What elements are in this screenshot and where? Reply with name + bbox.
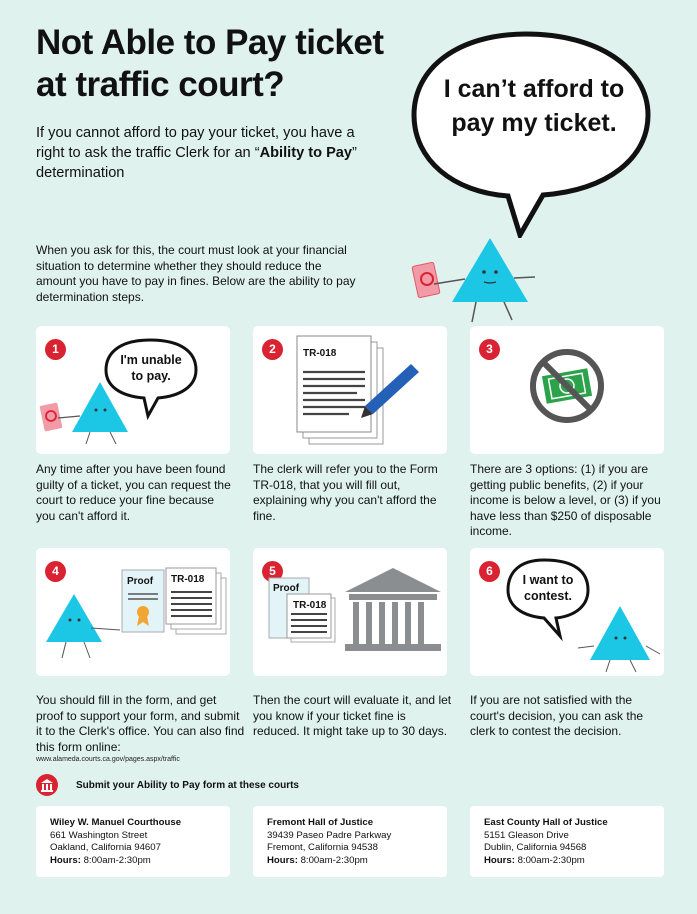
hours-value: 8:00am-2:30pm	[300, 854, 368, 866]
form-label: TR-018	[293, 600, 327, 611]
step-5-card	[253, 548, 447, 676]
proof-label: Proof	[273, 583, 300, 594]
step-2-number: 2	[262, 339, 283, 360]
step-5-number: 5	[262, 561, 283, 582]
hours-label: Hours:	[50, 854, 81, 866]
intro-part-1: If you cannot afford to pay your ticket, you have a right to ask the traffic Clerk for an “	[36, 125, 355, 161]
intro-part-2: ” determination	[36, 145, 357, 181]
court-name: East County Hall of Justice	[484, 817, 608, 828]
step-4-card	[36, 548, 230, 676]
court-hours	[267, 855, 447, 868]
step-1-card	[36, 326, 230, 454]
hours-label: Hours:	[267, 854, 298, 866]
step-1-bubble-line-2: to pay.	[131, 369, 171, 383]
court-card-dublin	[470, 806, 664, 877]
court-card-oakland	[36, 806, 230, 877]
step-3-text: There are 3 options: (1) if you are getting public benefits, (2) if your income is below a level, or (3) if you have less than $250 of disposable income.	[470, 462, 661, 539]
page-title	[36, 22, 416, 106]
step-4-number: 4	[45, 561, 66, 582]
title-line-1: Not Able to Pay ticket	[36, 23, 384, 62]
form-url-link[interactable]: www.alameda.courts.ca.gov/pages.aspx/traffic	[36, 756, 180, 763]
speech-line-2: pay my ticket.	[451, 109, 617, 137]
step-1-number: 1	[45, 339, 66, 360]
step-3-card	[470, 326, 664, 454]
step-6-bubble-line-1: I want to	[522, 573, 574, 587]
courthouse-icon	[345, 568, 441, 651]
step-1-text: Any time after you have been found guilty of a ticket, you can request the court to reduce your fine because you can't afford it.	[36, 462, 231, 523]
explanation-text: When you ask for this, the court must look at your financial situation to determine whether they should reduce the amount you have to pay in fines. Below are the ability to pay determination steps.	[36, 243, 356, 304]
court-city: Dublin, California 94568	[484, 842, 587, 853]
hours-value: 8:00am-2:30pm	[517, 854, 585, 866]
step-6-number: 6	[479, 561, 500, 582]
proof-label: Proof	[127, 576, 154, 587]
court-hours	[50, 855, 230, 868]
step-5-illustration	[253, 548, 447, 676]
court-hours	[484, 855, 664, 868]
step-6-card	[470, 548, 664, 676]
step-6-bubble-text	[510, 572, 586, 604]
speech-line-1: I can’t afford to	[443, 75, 625, 103]
step-6-text: If you are not satisfied with the court's decision, you can ask the clerk to contest the decision.	[470, 693, 644, 739]
court-street: 39439 Paseo Padre Parkway	[267, 829, 392, 841]
money-bill-icon	[39, 402, 62, 431]
submit-heading: Submit your Ability to Pay form at these courts	[76, 780, 299, 791]
hours-value: 8:00am-2:30pm	[83, 854, 151, 866]
money-bill-icon	[412, 262, 440, 298]
court-card-fremont	[253, 806, 447, 877]
step-3-number: 3	[479, 339, 500, 360]
intro-text	[36, 123, 376, 183]
no-money-icon	[470, 326, 664, 454]
intro-bold: Ability to Pay	[259, 145, 353, 161]
speech-bubble-text	[422, 72, 646, 140]
form-label: TR-018	[303, 348, 337, 359]
title-line-2: at traffic court?	[36, 65, 285, 104]
step-1-bubble-line-1: I'm unable	[120, 353, 182, 367]
step-1-illustration	[36, 326, 230, 454]
step-5-text: Then the court will evaluate it, and let you know if your ticket fine is reduced. It might take up to 30 days.	[253, 693, 452, 739]
court-name: Wiley W. Manuel Courthouse	[50, 817, 182, 828]
form-label: TR-018	[171, 574, 205, 585]
form-document-icon	[253, 326, 447, 454]
step-2-text: The clerk will refer you to the Form TR-018, that you will fill out, explaining why you can't afford the fine.	[253, 462, 438, 523]
hours-label: Hours:	[484, 854, 515, 866]
step-6-illustration	[470, 548, 664, 676]
step-1-bubble-text	[108, 352, 194, 384]
step-4-illustration	[36, 548, 230, 676]
court-name: Fremont Hall of Justice	[267, 817, 374, 828]
triangle-character-money	[410, 232, 545, 327]
court-street: 5151 Gleason Drive	[484, 829, 569, 841]
step-4-text: You should fill in the form, and get proof to support your form, and submit it to the Clerk's office. You can also find this form online:	[36, 693, 245, 754]
court-street: 661 Washington Street	[50, 829, 148, 841]
court-city: Fremont, California 94538	[267, 842, 378, 853]
step-2-card	[253, 326, 447, 454]
court-city: Oakland, California 94607	[50, 842, 161, 853]
courthouse-icon	[36, 774, 58, 796]
step-6-bubble-line-2: contest.	[524, 589, 572, 603]
